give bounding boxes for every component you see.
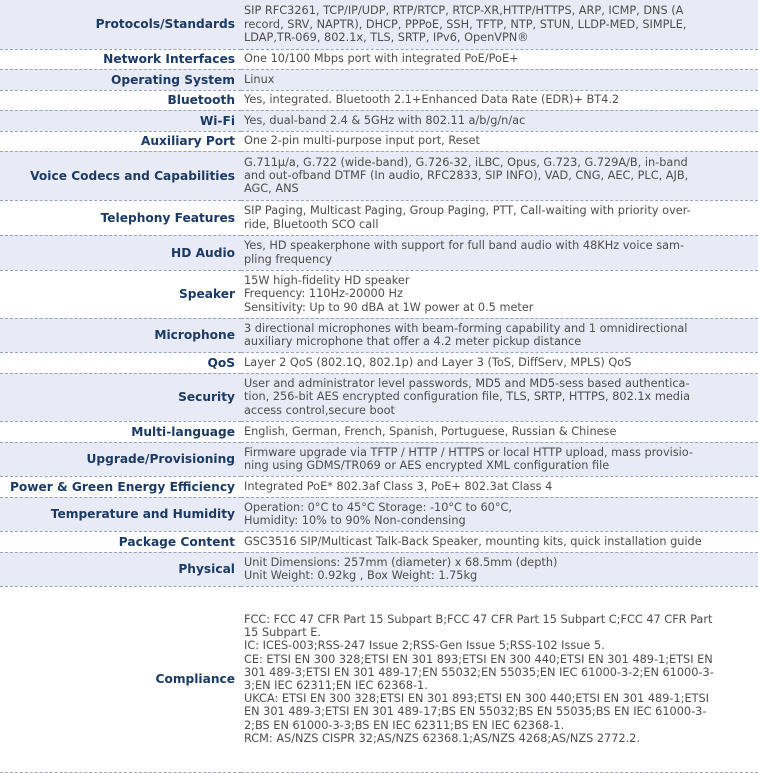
spec-label: Upgrade/Provisioning bbox=[0, 442, 241, 476]
spec-value bbox=[241, 235, 758, 270]
spec-value-line: CE: ETSI EN 300 328;ETSI EN 301 893;ETSI EN 300 440;ETSI EN 301 489-1;ETSI EN bbox=[244, 652, 713, 666]
spec-value-line: 301 489-3;ETSI EN 301 489-17;EN 55032;EN 55035;EN IEC 61000-3-2;EN 61000-3- bbox=[244, 665, 714, 679]
spec-value bbox=[241, 421, 758, 442]
spec-label: HD Audio bbox=[0, 235, 241, 270]
spec-value-line: LDAP,TR-069, 802.1x, TLS, SRTP, IPv6, OpenVPN® bbox=[244, 30, 529, 44]
spec-value-line: English, German, French, Spanish, Portuguese, Russian & Chinese bbox=[244, 424, 617, 438]
spec-value-line: Yes, HD speakerphone with support for full band audio with 48KHz voice sam- bbox=[244, 239, 685, 253]
spec-label: Physical bbox=[0, 552, 241, 586]
spec-value bbox=[241, 318, 758, 352]
spec-label: Protocols/Standards bbox=[0, 0, 241, 49]
spec-value-line: IC: ICES-003;RSS-247 Issue 2;RSS-Gen Issue 5;RSS-102 Issue 5. bbox=[244, 639, 605, 653]
spec-value bbox=[241, 69, 758, 90]
spec-value-line: auxiliary microphone that offer a 4.2 meter pickup distance bbox=[244, 335, 582, 348]
spec-row-microphone bbox=[0, 318, 758, 352]
spec-value-line: GSC3516 SIP/Multicast Talk-Back Speaker, mounting kits, quick installation guide bbox=[244, 534, 702, 548]
spec-value bbox=[241, 110, 758, 131]
spec-label: Security bbox=[0, 373, 241, 421]
spec-value-line: RCM: AS/NZS CISPR 32;AS/NZS 62368.1;AS/NZS 4268;AS/NZS 2772.2. bbox=[244, 731, 640, 745]
spec-value-line: 3 directional microphones with beam-forming capability and 1 omnidirectional bbox=[244, 321, 688, 335]
spec-row-protocols-standards bbox=[0, 0, 758, 49]
spec-row-telephony-features bbox=[0, 200, 758, 235]
spec-value-line: Yes, integrated. Bluetooth 2.1+Enhanced Data Rate (EDR)+ BT4.2 bbox=[244, 93, 620, 107]
spec-value bbox=[241, 531, 758, 552]
spec-value-line: ning using GDMS/TR069 or AES encrypted XML configuration file bbox=[244, 459, 610, 472]
spec-label: Speaker bbox=[0, 270, 241, 318]
spec-row-multi-language bbox=[0, 421, 758, 442]
spec-row-network-interfaces bbox=[0, 49, 758, 69]
spec-row-hd-audio bbox=[0, 235, 758, 270]
spec-value-line: G.711μ/a, G.722 (wide-band), G.726-32, iLBC, Opus, G.723, G.729A/B, in-band bbox=[244, 155, 688, 169]
spec-value-line: pling frequency bbox=[244, 252, 333, 266]
spec-label: Bluetooth bbox=[0, 90, 241, 110]
spec-label: Package Content bbox=[0, 531, 241, 552]
spec-value bbox=[241, 151, 758, 200]
spec-value-line: One 10/100 Mbps port with integrated PoE/PoE+ bbox=[244, 52, 519, 66]
spec-value-line: Unit Weight: 0.92kg , Box Weight: 1.75kg bbox=[244, 569, 478, 582]
spec-value-line: Humidity: 10% to 90% Non-condensing bbox=[244, 514, 466, 527]
spec-value-line: Unit Dimensions: 257mm (diameter) x 68.5mm (depth) bbox=[244, 555, 558, 569]
spec-value-line: access control,secure boot bbox=[244, 403, 395, 417]
spec-value-line: ride, Bluetooth SCO call bbox=[244, 217, 379, 231]
spec-value-line: and out-ofband DTMF (In audio, RFC2833, SIP INFO), VAD, CNG, AEC, PLC, AJB, bbox=[244, 168, 689, 182]
spec-value-line: Operation: 0°C to 45°C Storage: -10°C to 60°C, bbox=[244, 500, 512, 514]
spec-value bbox=[241, 352, 758, 373]
spec-value-line: FCC: FCC 47 CFR Part 15 Subpart B;FCC 47 CFR Part 15 Subpart C;FCC 47 CFR Part bbox=[244, 612, 713, 626]
spec-value-line: One 2-pin multi-purpose input port, Reset bbox=[244, 134, 480, 148]
spec-value-line: Yes, dual-band 2.4 & 5GHz with 802.11 a/b/g/n/ac bbox=[244, 113, 526, 127]
spec-row-speaker bbox=[0, 270, 758, 318]
spec-value-line: Sensitivity: Up to 90 dBA at 1W power at 0.5 meter bbox=[244, 300, 534, 314]
spec-row-temperature-and-humidity bbox=[0, 497, 758, 531]
spec-value-line: tion, 256-bit AES encrypted configuration file, TLS, SRTP, HTTPS, 802.1x media bbox=[244, 390, 691, 404]
spec-label: QoS bbox=[0, 352, 241, 373]
spec-value-line: SIP Paging, Multicast Paging, Group Paging, PTT, Call-waiting with priority over- bbox=[244, 204, 691, 218]
spec-value-line: UKCA: ETSI EN 300 328;ETSI EN 301 893;ETSI EN 300 440;ETSI EN 301 489-1;ETSI bbox=[244, 692, 710, 706]
spec-label: Telephony Features bbox=[0, 200, 241, 235]
spec-value-line: 15 Subpart E. bbox=[244, 626, 321, 640]
spec-value bbox=[241, 49, 758, 69]
spec-value bbox=[241, 131, 758, 151]
spec-value-line: Linux bbox=[244, 72, 275, 86]
spec-value-line: 3;EN IEC 62311;EN IEC 62368-1. bbox=[244, 679, 428, 692]
spec-label: Multi-language bbox=[0, 421, 241, 442]
spec-row-wi-fi bbox=[0, 110, 758, 131]
spec-value-line: Firmware upgrade via TFTP / HTTP / HTTPS or local HTTP upload, mass provisio- bbox=[244, 445, 693, 459]
spec-value bbox=[241, 586, 758, 772]
spec-value-line: record, SRV, NAPTR), DHCP, PPPoE, SSH, TFTP, NTP, STUN, LLDP-MED, SIMPLE, bbox=[244, 17, 687, 31]
spec-row-security bbox=[0, 373, 758, 421]
spec-value bbox=[241, 0, 758, 49]
spec-label: Compliance bbox=[0, 586, 241, 772]
spec-row-upgrade-provisioning bbox=[0, 442, 758, 476]
spec-value-line: Layer 2 QoS (802.1Q, 802.1p) and Layer 3 (ToS, DiffServ, MPLS) QoS bbox=[244, 355, 632, 369]
spec-value bbox=[241, 497, 758, 531]
spec-value bbox=[241, 200, 758, 235]
spec-value-line: SIP RFC3261, TCP/IP/UDP, RTP/RTCP, RTCP-XR,HTTP/HTTPS, ARP, ICMP, DNS (A bbox=[244, 4, 684, 18]
spec-row-power-and-green-energy-efficiency bbox=[0, 476, 758, 497]
spec-value-line: Frequency: 110Hz-20000 Hz bbox=[244, 287, 403, 301]
spec-value bbox=[241, 442, 758, 476]
spec-label: Wi-Fi bbox=[0, 110, 241, 131]
spec-value-line: 15W high-fidelity HD speaker bbox=[244, 274, 410, 288]
spec-value bbox=[241, 552, 758, 586]
spec-value-line: User and administrator level passwords, MD5 and MD5-sess based authentica- bbox=[244, 377, 690, 391]
spec-row-auxiliary-port bbox=[0, 131, 758, 151]
spec-value bbox=[241, 90, 758, 110]
spec-label: Operating System bbox=[0, 69, 241, 90]
spec-label: Temperature and Humidity bbox=[0, 497, 241, 531]
spec-value-line: 2;BS EN 61000-3-3;BS EN IEC 62311;BS EN IEC 62368-1. bbox=[244, 718, 565, 732]
spec-value-line: EN 301 489-3;ETSI EN 301 489-17;BS EN 55032;BS EN 55035;BS EN IEC 61000-3- bbox=[244, 705, 707, 719]
spec-value-line: Integrated PoE* 802.3af Class 3, PoE+ 802.3at Class 4 bbox=[244, 479, 553, 493]
spec-row-physical bbox=[0, 552, 758, 586]
spec-value bbox=[241, 373, 758, 421]
spec-label: Power & Green Energy Efficiency bbox=[0, 476, 241, 497]
spec-value bbox=[241, 270, 758, 318]
spec-row-operating-system bbox=[0, 69, 758, 90]
spec-value bbox=[241, 476, 758, 497]
spec-label: Network Interfaces bbox=[0, 49, 241, 69]
spec-row-package-content bbox=[0, 531, 758, 552]
spec-label: Microphone bbox=[0, 318, 241, 352]
spec-label: Voice Codecs and Capabilities bbox=[0, 151, 241, 200]
spec-row-compliance bbox=[0, 586, 758, 772]
spec-row-bluetooth bbox=[0, 90, 758, 110]
spec-row-voice-codecs-and-capabilities bbox=[0, 151, 758, 200]
spec-label: Auxiliary Port bbox=[0, 131, 241, 151]
spec-row-qos bbox=[0, 352, 758, 373]
spec-value-line: AGC, ANS bbox=[244, 182, 299, 196]
